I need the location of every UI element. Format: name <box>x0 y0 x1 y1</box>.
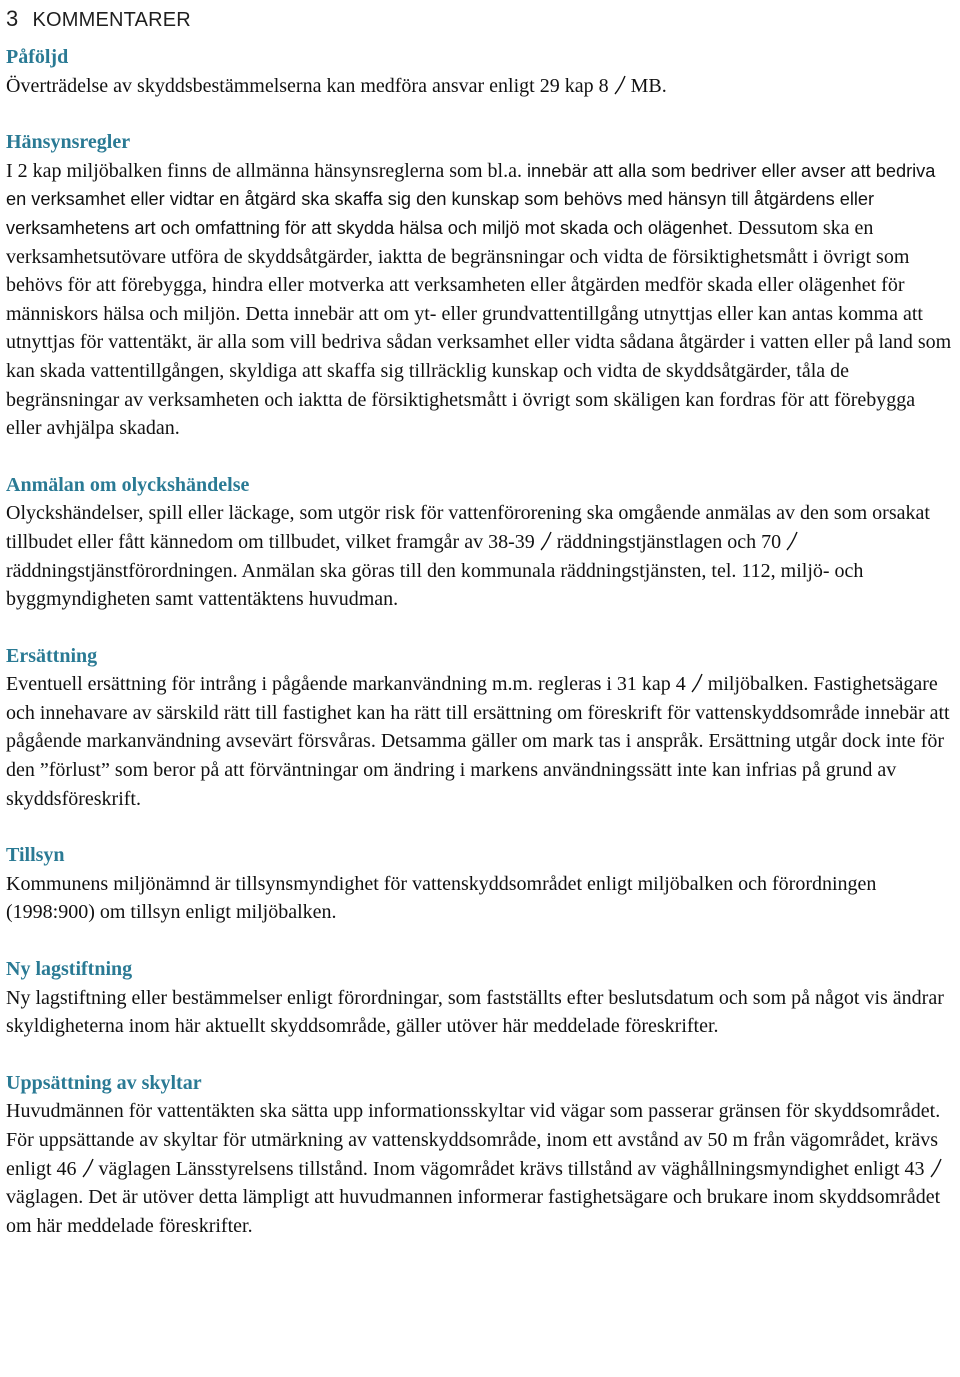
body-text-sans: innebär att alla som bedriver eller avser att bedriva en verksamhet eller vidtar en åtgärd ska skaffa sig den kunskap som behövs med hänsyn till åtgärdens eller verksamhetens art och omfattning för att skydda hälsa och miljö mot skada och olägenhet. <box>6 160 936 238</box>
section-body: Kommunens miljönämnd är tillsynsmyndighet för vattenskyddsområdet enligt miljöbalken och förordningen (1998:900) om tillsyn enligt miljöbalken. <box>6 872 877 924</box>
body-text: räddningstjänstlagen och 70 <box>556 530 782 553</box>
body-text: I 2 kap miljöbalken finns de allmänna hänsynsreglerna som bl.a. <box>6 159 522 182</box>
section-ny-lagstiftning <box>6 955 954 1041</box>
section-heading: Anmälan om olyckshändelse <box>6 473 250 496</box>
section-heading: Uppsättning av skyltar <box>6 1071 202 1094</box>
section-heading: Ny lagstiftning <box>6 958 133 981</box>
body-text: MB. <box>630 74 667 97</box>
section-hansynsregler <box>6 128 954 443</box>
document-page <box>6 0 954 1268</box>
body-text: Dessutom ska en verksamhetsutövare utföra de skyddsåtgärder, iaktta de begränsningar och vidta de försiktighetsmått i övrigt som behövs för att förebygga, hindra eller motverka att verksamheten eller åtgärden medför skada eller olägenhet för människors hälsa och miljön. Detta innebär att om yt- eller grundvattentillgång utnyttjas eller kan antas komma att utnyttjas för vattentäkt, är alla som vill bedriva sådan verksamhet eller vidta sådana åtgärder i vatten eller på land som kan skada vattentillgången, skyldiga att skaffa sig tillräcklig kunskap och vidta de skyddsåtgärder, tåla de begränsningar av verksamheten och iaktta de försiktighetsmått i övrigt som skäligen kan fordras för att förebygga eller avhjälpa skadan. <box>6 216 952 440</box>
section-body <box>6 670 954 813</box>
body-text: miljöbalken. Fastighetsägare och innehavare av särskild rätt till fastighet kan ha rätt till ersättning om föreskrift för vattenskyddsområde innebär att pågående markanvändning avsevärt försvåras. Detsamma gäller om mark tas i anspråk. Ersättning utgår dock inte för den ”förlust” som beror på att förväntningar om ändring i markens användningssätt inte kan infrias på grund av skyddsföreskrift. <box>6 673 950 810</box>
body-text: Huvudmännen för vattentäkten ska sätta upp informationsskyltar vid vägar som passerar gränsen för skyddsområdet. För uppsättande av skyltar för utmärkning av vattenskyddsområde, inom ett avstånd av 50 m från vägområdet, krävs enligt 46 <box>6 1100 941 1180</box>
chapter-number: 3 <box>6 6 19 31</box>
body-text: räddningstjänstförordningen. Anmälan ska göras till den kommunala räddningstjänsten, tel. 112, miljö- och byggmyndigheten samt vattentäktens huvudman. <box>6 559 864 611</box>
body-text: Eventuell ersättning för intrång i pågående markanvändning m.m. regleras i 31 kap 4 <box>6 673 686 696</box>
section-body <box>6 499 954 613</box>
section-pafoljd <box>6 43 954 100</box>
body-text: väglagen. Det är utöver detta lämpligt att huvudmannen informerar fastighetsägare och brukare inom skyddsområdet om här meddelade föreskrifter. <box>6 1186 941 1237</box>
section-sign-icon <box>613 74 627 96</box>
section-body: Ny lagstiftning eller bestämmelser enligt förordningar, som fastställts efter beslutsdatum och som på något vis ändrar skyldigheterna inom här aktuellt skyddsområde, gäller utöver här meddelade föreskrifter. <box>6 986 944 1038</box>
section-heading: Påföljd <box>6 46 69 68</box>
chapter-heading <box>6 6 954 33</box>
section-body <box>6 72 954 101</box>
section-heading: Hänsynsregler <box>6 131 131 154</box>
section-anmalan <box>6 471 954 614</box>
section-body <box>6 157 954 443</box>
body-text: Olyckshändelser, spill eller läckage, som utgör risk för vattenförorening ska omgående anmälas av den som orsakat tillbudet eller fått kännedom om tillbudet, vilket framgår av 38-39 <box>6 502 930 553</box>
section-sign-icon <box>690 672 704 694</box>
body-text: väglagen Länsstyrelsens tillstånd. Inom vägområdet krävs tillstånd av väghållningsmyndighet enligt 43 <box>98 1157 925 1180</box>
section-skyltar <box>6 1069 954 1241</box>
chapter-title: KOMMENTARER <box>32 9 191 31</box>
section-sign-icon <box>81 1157 95 1179</box>
section-body <box>6 1097 954 1240</box>
section-ersattning <box>6 642 954 814</box>
section-heading: Tillsyn <box>6 844 65 867</box>
section-sign-icon <box>539 530 553 552</box>
body-text: Överträdelse av skyddsbestämmelserna kan medföra ansvar enligt 29 kap 8 <box>6 74 609 97</box>
section-tillsyn <box>6 841 954 927</box>
section-sign-icon <box>929 1157 943 1179</box>
section-sign-icon <box>785 530 799 552</box>
section-heading: Ersättning <box>6 644 98 667</box>
